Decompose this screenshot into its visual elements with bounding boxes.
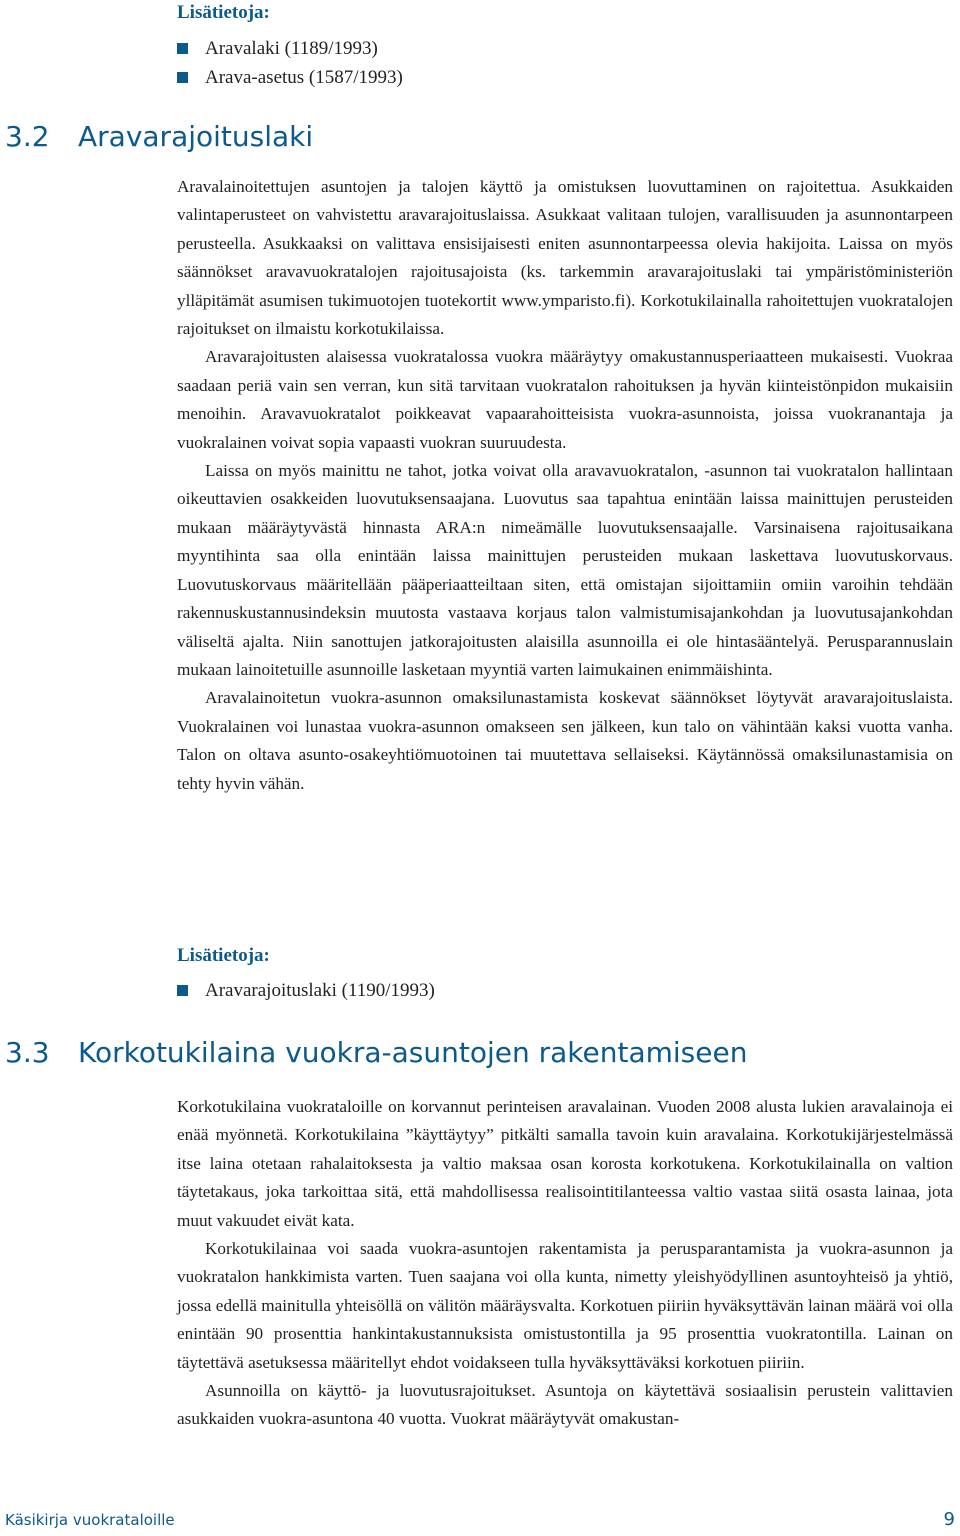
paragraph: Aravarajoitusten alaisessa vuokratalossa vuokra määräytyy omakustannusperiaatteen mukaisesti. Vuokraa saadaan periä vain sen verran, kun sitä tarvitaan vuokratalon rahoituksen ja hyvän kiinteistönpidon mukaisiin menoihin. Aravavuokratalot poikkeavat vapaarahoitteisista vuokra-asunnoista, joissa vuokranantaja ja vuokralainen voivat sopia vapaasti vuokran suuruudesta. bbox=[177, 347, 953, 452]
bullet-square-icon bbox=[177, 985, 188, 996]
section-body bbox=[177, 173, 953, 798]
paragraph: Laissa on myös mainittu ne tahot, jotka voivat olla aravavuokratalon, -asunnon tai vuokratalon hallintaan oikeuttavien osakkeiden luovutuksensaajana. Luovutus saa tapahtua enintään laissa mainittujen perusteiden mukaan määräytyvästä hinnasta ARA:n nimeämälle luovutuksensaajalle. Varsinaisena rajoitusaikana myyntihinta saa olla enintään laissa mainittujen perusteiden mukaan laskettava luovutuskorvaus. Luovutuskorvaus määritellään pääperiaatteiltaan siten, että omistajan sijoittamiin omiin varoihin tehdään rakennuskustannusindeksin muutosta vastaava korjaus talon valmistumisajankohdan ja luovutusajankohdan väliseltä ajalta. Niin sanottujen jatkorajoitusten alaisilla asunnoilla ei ole hintasääntelyä. Perusparannuslain mukaan lainoitetuille asunnoille lasketaan myyntiä varten laimukainen enimmäishinta. bbox=[177, 461, 953, 679]
section-heading bbox=[5, 1036, 747, 1070]
paragraph: Aravalainoitettujen asuntojen ja talojen käyttö ja omistuksen luovuttaminen on rajoitettua. Asukkaiden valintaperusteet on vahvistettu aravarajoituslaissa. Asukkaat valitaan tulojen, varallisuuden ja asunnontarpeen perusteella. Asukkaaksi on valittava ensisijaisesti eniten asunnontarpeessa olevia hakijoita. Laissa on myös säännökset aravavuokratalojen rajoitusajoista (ks. tarkemmin aravarajoituslaki tai ympäristöministeriön ylläpitämät asumisen tukimuotojen tuotekortit www.ymparisto.fi). Korkotukilainalla rahoitettujen vuokratalojen rajoitukset on ilmaistu korkotukilaissa. bbox=[177, 177, 953, 339]
law-reference: Arava-asetus (1587/1993) bbox=[205, 67, 403, 88]
section-body bbox=[177, 1093, 953, 1434]
paragraph: Asunnoilla on käyttö- ja luovutusrajoitukset. Asuntoja on käytettävä sosiaalisin perustein valittavien asukkaiden vuokra-asuntona 40 vuotta. Vuokrat määräytyvät omakustan- bbox=[177, 1381, 953, 1429]
section-title: Korkotukilaina vuokra-asuntojen rakentamiseen bbox=[78, 1036, 748, 1069]
section-title: Aravarajoituslaki bbox=[78, 120, 314, 153]
law-reference: Aravalaki (1189/1993) bbox=[205, 38, 378, 59]
info-label: Lisätietoja: bbox=[177, 2, 270, 23]
law-reference: Aravarajoituslaki (1190/1993) bbox=[205, 980, 435, 1001]
bullet-square-icon bbox=[177, 72, 188, 83]
paragraph: Korkotukilainaa voi saada vuokra-asuntojen rakentamista ja perusparantamista ja vuokra-asunnon ja vuokratalon hankkimista varten. Tuen saajana voi olla kunta, nimetty yleishyödyllinen asuntoyhteisö ja yhtiö, jossa edellä mainitulla yhteisöllä on välitön määräysvalta. Korkotuen piiriin hyväksyttävän lainan määrä voi olla enintään 90 prosenttia hankintakustannuksista omistustontilla ja 95 prosenttia vuokratontilla. Lainan on täytettävä asetuksessa määritellyt ehdot voidakseen tulla hyväksyttäväksi korkotuen piiriin. bbox=[177, 1239, 953, 1372]
paragraph: Korkotukilaina vuokrataloille on korvannut perinteisen aravalainan. Vuoden 2008 alusta lukien aravalainoja ei enää myönnetä. Korkotukilaina ”käyttäytyy” pitkälti samalla tavoin kuin aravalaina. Korkotukijärjestelmässä itse laina otetaan rahalaitoksesta ja valtio maksaa osan korosta korkotukena. Korkotukilainalla on valtion täytetakaus, joka tarkoittaa sitä, että mahdollisessa realisointitilanteessa valtio vastaa siitä osasta lainaa, jota muut vakuudet eivät kata. bbox=[177, 1097, 953, 1230]
section-heading bbox=[5, 120, 313, 154]
footer-title: Käsikirja vuokrataloille bbox=[5, 1511, 175, 1529]
list-item bbox=[177, 976, 435, 1005]
info-list bbox=[177, 34, 403, 92]
info-label: Lisätietoja: bbox=[177, 945, 270, 966]
info-list bbox=[177, 976, 435, 1005]
paragraph: Aravalainoitetun vuokra-asunnon omaksilunastamista koskevat säännökset löytyvät aravarajoituslaista. Vuokralainen voi lunastaa vuokra-asunnon omakseen sen jälkeen, kun talo on vähintään kaksi vuotta vanha. Talon on oltava asunto-osakeyhtiömuotoinen tai muutettava sellaiseksi. Käytännössä omaksilunastamisia on tehty hyvin vähän. bbox=[177, 688, 953, 793]
page-footer bbox=[0, 1511, 955, 1533]
list-item bbox=[177, 34, 403, 63]
bullet-square-icon bbox=[177, 43, 188, 54]
section-number: 3.2 bbox=[5, 120, 50, 153]
section-number: 3.3 bbox=[5, 1036, 50, 1069]
page-number: 9 bbox=[943, 1509, 955, 1530]
list-item bbox=[177, 63, 403, 92]
